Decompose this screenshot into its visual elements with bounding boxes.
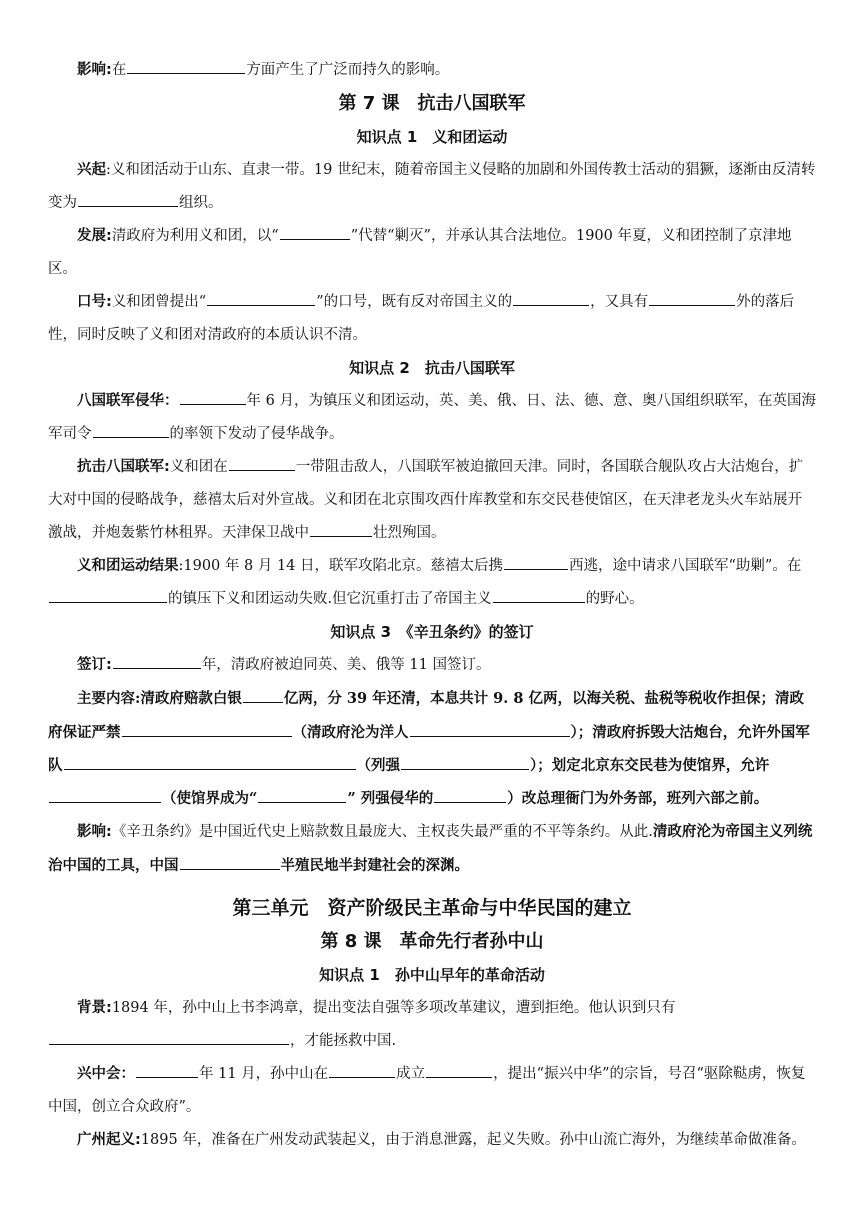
text: （清政府沦为洋人: [292, 724, 409, 741]
text: （使馆界成为“: [162, 790, 258, 807]
paragraph-impact: [48, 815, 816, 883]
knowledge-point-1-title: 知识点 1 义和团运动: [356, 128, 508, 146]
blank-field[interactable]: [493, 588, 585, 603]
text: ，才能拯救中国.: [290, 1033, 397, 1049]
blank-field[interactable]: [127, 59, 245, 74]
blank-field[interactable]: [122, 722, 292, 737]
text: 清政府为利用义和团，以“: [111, 228, 279, 244]
text: :1900 年 8 月 14 日，联军攻陷北京。慈禧太后携: [178, 558, 504, 574]
blank-field[interactable]: [49, 788, 161, 803]
text: 义和团曾提出“: [111, 294, 207, 310]
text: 方面产生了广泛而持久的影响。: [246, 62, 450, 78]
paragraph-influence-top: [48, 54, 816, 87]
blank-field[interactable]: [426, 1063, 492, 1078]
lesson-8-title: 第 8 课 革命先行者孙中山: [320, 931, 544, 952]
paragraph-resistance: [48, 451, 816, 550]
blank-field[interactable]: [258, 788, 346, 803]
paragraph-xingzhonghui: [48, 1058, 816, 1124]
blank-field[interactable]: [434, 788, 506, 803]
paragraph-result: [48, 550, 816, 616]
text: ”代替“剿灭”，并承认其合法地位。1900 年夏，义和团控制了京津地区。: [48, 228, 792, 277]
label-xingzhonghui: 兴中会：: [77, 1066, 135, 1082]
blank-field[interactable]: [329, 1063, 395, 1078]
text: 亿两，分 39 年还清，本息共计 9. 8 亿两，以海关税、盐税等税收作担保；清政府保证严禁: [48, 690, 805, 741]
label-guangzhou-uprising: 广州起义:: [77, 1132, 141, 1148]
blank-field[interactable]: [401, 755, 529, 770]
blank-field[interactable]: [513, 291, 589, 306]
blank-field[interactable]: [64, 755, 356, 770]
paragraph-main-content: [48, 682, 816, 815]
text: 年，清政府被迫同英、美、俄等 11 国签订。: [201, 657, 491, 673]
label-slogan: 口号:: [77, 294, 112, 310]
blank-field[interactable]: [229, 456, 295, 471]
label-rise: 兴起: [77, 162, 106, 178]
blank-field[interactable]: [49, 1030, 289, 1045]
blank-field[interactable]: [180, 855, 280, 870]
text: 的率领下发动了侵华战争。: [169, 426, 344, 442]
text: :义和团活动于山东、直隶一带。19 世纪末，随着帝国主义侵略的加剧和外国传教士活动的猖獗，逐渐由反清转变为: [48, 162, 816, 211]
text: ）；清政府拆毁大沽炮台，允许外国军队: [48, 724, 810, 774]
knowledge-point-3-title: 知识点 3 《辛丑条约》的签订: [330, 623, 534, 641]
text: ，提出“振兴中华”的宗旨，号召“驱除鞑虏，恢复中国，创立合众政府”。: [48, 1066, 806, 1115]
label-background: 背景:: [77, 1000, 112, 1016]
label-result: 义和团运动结果: [77, 558, 179, 574]
blank-field[interactable]: [207, 291, 315, 306]
paragraph-guangzhou-uprising: [48, 1124, 816, 1157]
blank-field[interactable]: [180, 390, 246, 405]
blank-field[interactable]: [410, 722, 570, 737]
text: ，又具有: [590, 294, 649, 310]
text: 1894 年，孙中山上书李鸿章，提出变法自强等多项改革建议，遭到拒绝。他认识到只有: [111, 1000, 676, 1016]
text: ” 列强侵华的: [347, 790, 434, 807]
label-development: 发展:: [77, 228, 112, 244]
text: 年 6 月，为镇压义和团运动，英、美、俄、日、法、德、意、奥八国组织联军，在英国海军司令: [48, 393, 816, 442]
text: 的野心。: [585, 591, 644, 607]
blank-field[interactable]: [243, 688, 283, 703]
blank-field[interactable]: [649, 291, 735, 306]
text: 西逃，途中请求八国联军“助剿”。在: [569, 558, 802, 574]
unit-3-title: 第三单元 资产阶级民主革命与中华民国的建立: [232, 897, 632, 919]
lesson-7-title: 第 7 课 抗击八国联军: [338, 93, 526, 114]
text: ）；划定北京东交民巷为使馆界，允许: [530, 757, 770, 774]
label-main-content: 主要内容: [77, 691, 135, 707]
text-bold: 半殖民地半封建社会的深渊。: [280, 857, 469, 874]
text: （列强: [356, 757, 400, 774]
blank-field[interactable]: [113, 654, 201, 669]
label-signing: 签订:: [77, 657, 112, 673]
text: 《辛丑条约》是中国近代史上赔款数且最庞大、主权丧失最严重的不平等条约。从此.: [111, 824, 653, 840]
knowledge-point-2-title: 知识点 2 抗击八国联军: [349, 359, 515, 377]
blank-field[interactable]: [78, 192, 178, 207]
text: 外的落后性，同时反映了义和团对清政府的本质认识不清。: [48, 294, 795, 343]
text: 组织。: [179, 195, 223, 211]
paragraph-background: [48, 992, 816, 1058]
blank-field[interactable]: [280, 225, 350, 240]
text: 的镇压下义和团运动失败.但它沉重打击了帝国主义: [168, 591, 492, 607]
blank-field[interactable]: [49, 588, 167, 603]
label-impact: 影响:: [77, 824, 112, 840]
text: 在: [111, 62, 127, 78]
paragraph-signing: [48, 649, 816, 682]
blank-field[interactable]: [136, 1063, 198, 1078]
paragraph-development: [48, 220, 816, 286]
text: ”的口号，既有反对帝国主义的: [316, 294, 513, 310]
paragraph-slogan: [48, 286, 816, 352]
text: 一带阻击敌人，八国联军被迫撤回天津。同时，各国联合舰队攻占大沽炮台，扩大对中国的侵略战争，慈禧太后对外宣战。义和团在北京围攻西什库教堂和东交民巷使馆区，在天津老龙头火车站展开激战，并炮轰紫竹林租界。天津保卫战中: [48, 459, 804, 541]
blank-field[interactable]: [504, 555, 568, 570]
text: ）改总理衙门为外务部，班列六部之前。: [507, 790, 769, 807]
paragraph-invasion: [48, 385, 816, 451]
text: 成立: [396, 1066, 426, 1082]
label-invasion: 八国联军侵华：: [77, 393, 179, 409]
text: :清政府赔款白银: [135, 690, 242, 707]
blank-field[interactable]: [310, 522, 372, 537]
text: 年 11 月，孙中山在: [199, 1066, 329, 1082]
knowledge-point-1-sun-title: 知识点 1 孙中山早年的革命活动: [319, 966, 545, 984]
text-bold: 清政府沦为帝国主义列统治中国的工具，中国: [48, 823, 813, 874]
label-influence: 影响:: [77, 62, 112, 78]
blank-field[interactable]: [93, 423, 169, 438]
text: 壮烈殉国。: [373, 525, 446, 541]
text: 1895 年，准备在广州发动武装起义，由于消息泄露，起义失败。孙中山流亡海外，为继续革命做准备。: [140, 1132, 806, 1148]
label-resistance: 抗击八国联军:: [77, 459, 170, 475]
text: 义和团在: [169, 459, 228, 475]
document-content: [48, 54, 816, 1157]
paragraph-rise: [48, 154, 816, 220]
